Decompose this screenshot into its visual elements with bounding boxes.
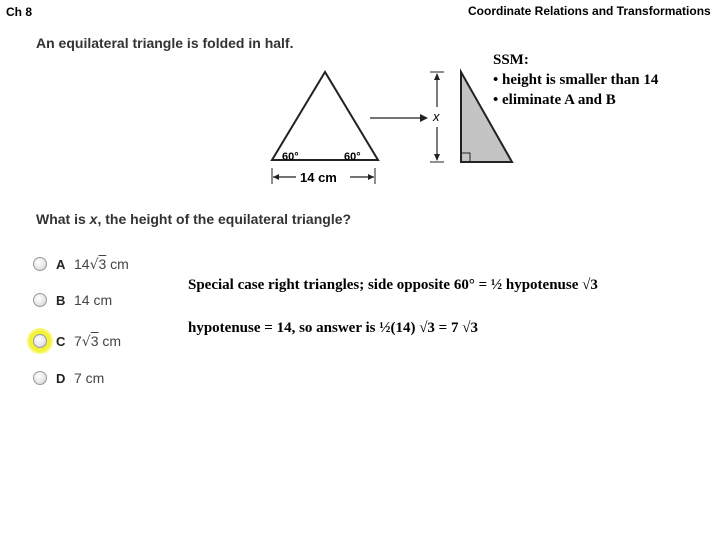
choice-d[interactable] bbox=[30, 367, 105, 389]
choice-a[interactable] bbox=[30, 253, 129, 275]
choice-letter: B bbox=[56, 292, 66, 308]
choice-answer: 14 cm bbox=[74, 292, 113, 308]
explanation-line-1: Special case right triangles; side opposite 60° = ½ hypotenuse √3 bbox=[188, 277, 598, 293]
sqrt-icon: √ bbox=[89, 256, 99, 273]
ssm-notes bbox=[493, 50, 658, 110]
choice-answer: 14√3 cm bbox=[74, 255, 129, 273]
choice-answer: 7 cm bbox=[74, 370, 105, 386]
choice-letter: D bbox=[56, 370, 66, 386]
chapter-label: Ch 8 bbox=[6, 5, 33, 19]
height-label: x bbox=[433, 109, 440, 124]
sqrt-icon: √ bbox=[81, 333, 91, 350]
radio-button-c[interactable] bbox=[33, 334, 47, 348]
question-prompt bbox=[36, 211, 351, 227]
radio-button-a[interactable] bbox=[33, 257, 47, 271]
ssm-title: SSM: bbox=[493, 52, 529, 68]
radio-button-d[interactable] bbox=[33, 371, 47, 385]
choice-answer: 7√3 cm bbox=[74, 332, 122, 350]
choice-letter: A bbox=[56, 256, 66, 272]
ssm-bullet-1: • height is smaller than 14 bbox=[493, 72, 659, 88]
slide-header-title: Coordinate Relations and Transformations bbox=[468, 4, 711, 18]
angle-right-label: 60° bbox=[344, 151, 361, 163]
choice-letter: C bbox=[56, 333, 66, 349]
question-intro: An equilateral triangle is folded in half. bbox=[36, 35, 294, 51]
explanation-line-2: hypotenuse = 14, so answer is ½(14) √3 = 7 √3 bbox=[188, 320, 478, 336]
choice-b[interactable] bbox=[30, 289, 113, 311]
equilateral-triangle bbox=[272, 72, 378, 160]
question-prefix: What is bbox=[36, 211, 90, 227]
base-length-label: 14 cm bbox=[300, 170, 337, 185]
question-variable: x bbox=[89, 211, 98, 227]
arrow-right-icon bbox=[420, 114, 428, 122]
choice-c[interactable] bbox=[30, 330, 122, 352]
question-suffix: , the height of the equilateral triangle? bbox=[97, 211, 352, 227]
radio-button-b[interactable] bbox=[33, 293, 47, 307]
ssm-bullet-2: • eliminate A and B bbox=[493, 92, 616, 108]
triangle-figure bbox=[260, 62, 530, 192]
angle-left-label: 60° bbox=[282, 151, 299, 163]
